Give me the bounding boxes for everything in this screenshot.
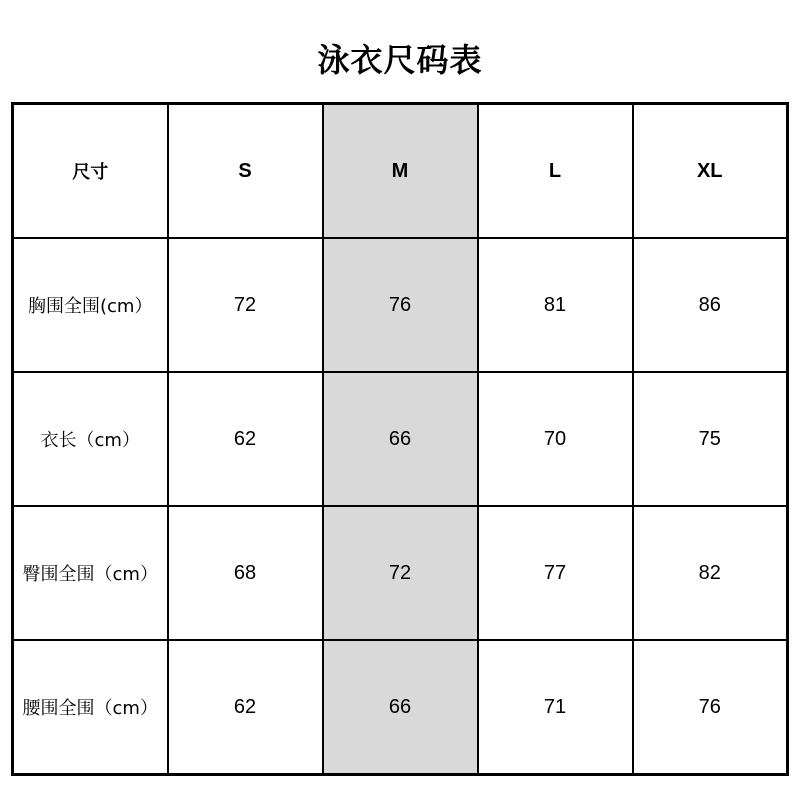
cell-value: 70 — [478, 372, 633, 506]
cell-value: 62 — [168, 640, 323, 775]
table-row-waist — [13, 640, 788, 775]
cell-value: 82 — [633, 506, 788, 640]
table-header-row — [13, 104, 788, 239]
header-size-s: S — [168, 104, 323, 239]
size-chart-table — [11, 102, 789, 776]
cell-value: 71 — [478, 640, 633, 775]
header-size-xl: XL — [633, 104, 788, 239]
table-row-hip — [13, 506, 788, 640]
row-label: 臀围全围（cm） — [13, 506, 168, 640]
cell-value: 66 — [323, 372, 478, 506]
header-size-m: M — [323, 104, 478, 239]
cell-value: 86 — [633, 238, 788, 372]
header-size-label: 尺寸 — [13, 104, 168, 239]
table-row-chest — [13, 238, 788, 372]
table-row-length — [13, 372, 788, 506]
header-size-l: L — [478, 104, 633, 239]
row-label: 衣长（cm） — [13, 372, 168, 506]
cell-value: 68 — [168, 506, 323, 640]
row-label: 胸围全围(cm） — [13, 238, 168, 372]
cell-value: 76 — [323, 238, 478, 372]
cell-value: 66 — [323, 640, 478, 775]
cell-value: 81 — [478, 238, 633, 372]
cell-value: 76 — [633, 640, 788, 775]
cell-value: 72 — [168, 238, 323, 372]
cell-value: 72 — [323, 506, 478, 640]
row-label: 腰围全围（cm） — [13, 640, 168, 775]
page-title: 泳衣尺码表 — [317, 41, 483, 79]
cell-value: 75 — [633, 372, 788, 506]
cell-value: 62 — [168, 372, 323, 506]
cell-value: 77 — [478, 506, 633, 640]
